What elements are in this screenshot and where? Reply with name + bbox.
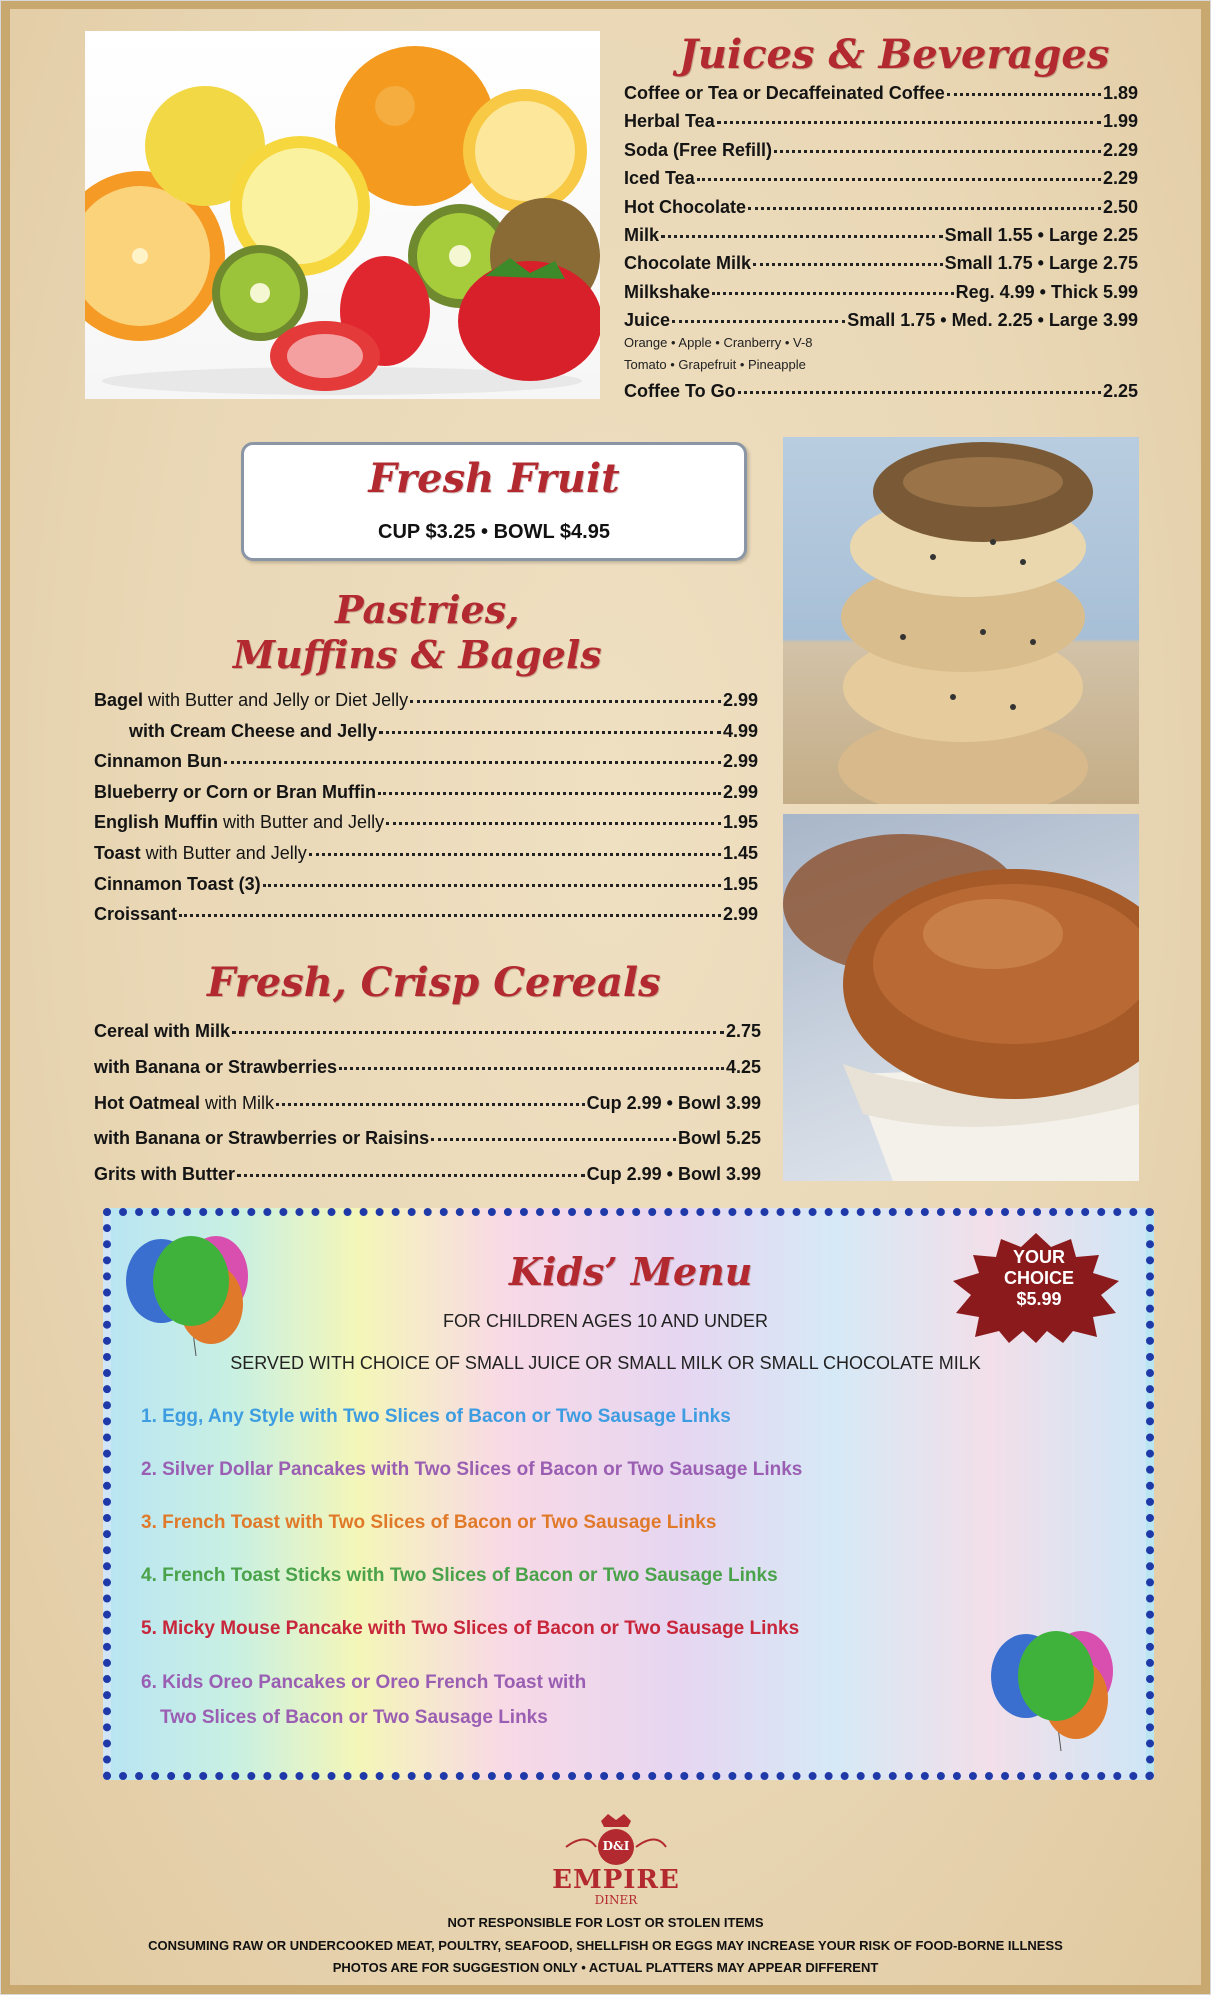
- footer-line-2: CONSUMING RAW OR UNDERCOOKED MEAT, POULTRY, SEAFOOD, SHELLFISH OR EGGS MAY INCREASE YOUR RISK OF FOOD-BORNE ILLNESS: [148, 1938, 1063, 1953]
- item-description: with Butter and Jelly or Diet Jelly: [143, 690, 409, 710]
- cereals-title: Fresh, Crisp Cereals: [207, 959, 661, 1006]
- fresh-fruit-title: Fresh Fruit: [368, 455, 620, 502]
- dot-leader: [774, 149, 1101, 153]
- dot-leader: [276, 1102, 585, 1106]
- balloons-icon: [986, 1621, 1126, 1751]
- item-name: Cinnamon Bun: [94, 751, 222, 772]
- dot-leader: [179, 913, 721, 917]
- item-price: 1.89: [1102, 83, 1138, 103]
- item-price: 2.99: [722, 690, 758, 710]
- dot-leader: [672, 319, 845, 323]
- kids-menu-title: Kids’ Menu: [509, 1249, 753, 1294]
- item-price: 2.50: [1102, 196, 1138, 217]
- juices-title: Juices & Beverages: [679, 31, 1110, 78]
- menu-item-row: [624, 381, 1138, 402]
- item-price: Small 1.75 • Large 2.75: [944, 253, 1138, 274]
- logo-name: EMPIRE: [552, 1865, 680, 1895]
- dot-leader: [431, 1137, 676, 1141]
- item-name: with Banana or Strawberries: [94, 1056, 338, 1077]
- bagel-photo: [783, 437, 1139, 804]
- item-name: Hot Oatmeal: [94, 1092, 201, 1113]
- dot-leader: [753, 262, 943, 266]
- item-description: with Butter and Jelly: [140, 843, 307, 863]
- item-name: Bagel: [94, 690, 144, 710]
- item-price: 1.95: [722, 812, 758, 833]
- menu-item-row: [94, 751, 758, 772]
- item-price: 4.99: [722, 720, 758, 741]
- juice-flavors-line2: Tomato • Grapefruit • Pineapple: [624, 357, 806, 372]
- dot-leader: [339, 1066, 724, 1070]
- menu-item-row: [624, 140, 1138, 161]
- item-name: Milkshake: [624, 281, 711, 302]
- menu-item-row: [94, 1021, 761, 1042]
- item-description: with Butter and Jelly: [217, 812, 385, 833]
- dot-leader: [712, 291, 954, 295]
- dot-leader: [697, 177, 1101, 181]
- kids-item-6: 6. Kids Oreo Pancakes or Oreo French Toast with: [141, 1672, 587, 1693]
- menu-item-row: [129, 721, 758, 742]
- dot-leader: [410, 699, 721, 703]
- logo-monogram: D&I: [602, 1839, 630, 1853]
- item-name: Juice: [624, 310, 671, 331]
- item-name: Milk: [624, 225, 660, 245]
- dot-leader: [386, 821, 721, 825]
- fruit-photo: [85, 31, 600, 399]
- kids-item-2: 2. Silver Dollar Pancakes with Two Slices of Bacon or Two Sausage Links: [141, 1459, 803, 1480]
- item-name: Herbal Tea: [624, 111, 715, 132]
- item-name: Cereal with Milk: [94, 1021, 231, 1041]
- kids-item-6-line2: Two Slices of Bacon or Two Sausage Links: [160, 1707, 548, 1728]
- footer-line-3: PHOTOS ARE FOR SUGGESTION ONLY • ACTUAL PLATTERS MAY APPEAR DIFFERENT: [332, 1960, 879, 1975]
- item-name: Soda (Free Refill): [624, 139, 773, 160]
- item-name: Coffee To Go: [624, 381, 736, 401]
- dot-leader: [263, 883, 721, 887]
- item-name: Coffee or Tea or Decaffeinated Coffee: [624, 83, 945, 103]
- item-price: Reg. 4.99 • Thick 5.99: [955, 281, 1138, 302]
- dot-leader: [661, 234, 943, 238]
- item-name: Croissant: [94, 904, 178, 925]
- item-price: 1.45: [722, 843, 758, 863]
- balloons-icon: [121, 1226, 261, 1356]
- item-name: Blueberry or Corn or Bran Muffin: [94, 781, 377, 802]
- menu-item-row: [94, 1057, 761, 1078]
- kids-item-3: 3. French Toast with Two Slices of Bacon or Two Sausage Links: [141, 1512, 717, 1533]
- menu-item-row: [94, 812, 758, 833]
- item-price: 2.99: [722, 904, 758, 925]
- item-price: 2.25: [1102, 381, 1138, 401]
- item-name: English Muffin: [94, 812, 218, 833]
- kids-served-note: SERVED WITH CHOICE OF SMALL JUICE OR SMALL MILK OR SMALL CHOCOLATE MILK: [230, 1353, 981, 1373]
- dot-leader: [947, 92, 1101, 96]
- item-price: 2.29: [1102, 168, 1138, 189]
- menu-item-row: [94, 904, 758, 925]
- dot-leader: [378, 791, 721, 795]
- pastries-title-line2: Muffins & Bagels: [233, 632, 602, 677]
- item-price: 1.99: [1102, 111, 1138, 132]
- item-name: Toast: [94, 843, 141, 863]
- kids-item-1: 1. Egg, Any Style with Two Slices of Bacon or Two Sausage Links: [141, 1406, 731, 1427]
- menu-item-row: [94, 690, 758, 711]
- menu-item-row: [624, 282, 1138, 303]
- item-name: with Cream Cheese and Jelly: [129, 720, 378, 741]
- dot-leader: [224, 760, 721, 764]
- fresh-fruit-prices: CUP $3.25 • BOWL $4.95: [378, 521, 610, 543]
- dot-leader: [309, 852, 721, 856]
- kids-item-5: 5. Micky Mouse Pancake with Two Slices of Bacon or Two Sausage Links: [141, 1618, 800, 1639]
- juice-flavors-line1: Orange • Apple • Cranberry • V-8: [624, 335, 813, 350]
- menu-item-row: [94, 1164, 761, 1185]
- item-name: Chocolate Milk: [624, 253, 752, 274]
- dot-leader: [232, 1030, 724, 1034]
- dot-leader: [717, 120, 1101, 124]
- item-name: Iced Tea: [624, 168, 695, 189]
- item-price: Cup 2.99 • Bowl 3.99: [586, 1092, 761, 1113]
- menu-item-row: [624, 253, 1138, 274]
- item-price: 4.25: [725, 1056, 761, 1077]
- price-badge-text: YOUR CHOICE $5.99: [1003, 1247, 1074, 1309]
- fresh-fruit-box: [241, 442, 747, 561]
- menu-item-row: [94, 1093, 761, 1114]
- item-name: with Banana or Strawberries or Raisins: [94, 1128, 430, 1149]
- menu-item-row: [624, 225, 1138, 246]
- item-price: 2.99: [722, 781, 758, 802]
- menu-item-row: [94, 1128, 761, 1149]
- kids-item-4: 4. French Toast Sticks with Two Slices of Bacon or Two Sausage Links: [141, 1565, 778, 1586]
- item-name: Cinnamon Toast (3): [94, 873, 261, 894]
- menu-item-row: [624, 310, 1138, 331]
- item-price: Bowl 5.25: [677, 1128, 761, 1149]
- item-price: 2.99: [722, 751, 758, 772]
- menu-item-row: [624, 197, 1138, 218]
- item-name: Hot Chocolate: [624, 196, 747, 217]
- menu-item-row: [94, 843, 758, 864]
- dot-leader: [738, 390, 1101, 394]
- logo-sub: DINER: [594, 1893, 638, 1907]
- item-price: Cup 2.99 • Bowl 3.99: [586, 1164, 761, 1185]
- dot-leader: [748, 206, 1101, 210]
- item-name: Grits with Butter: [94, 1164, 236, 1185]
- menu-item-row: [94, 874, 758, 895]
- muffin-photo: [783, 814, 1139, 1181]
- item-price: Small 1.75 • Med. 2.25 • Large 3.99: [847, 310, 1138, 331]
- item-price: 2.29: [1102, 139, 1138, 160]
- item-price: Small 1.55 • Large 2.25: [944, 225, 1138, 245]
- menu-item-row: [624, 83, 1138, 104]
- item-price: 1.95: [722, 873, 758, 894]
- item-description: with Milk: [200, 1092, 275, 1113]
- kids-age-note: FOR CHILDREN AGES 10 AND UNDER: [442, 1311, 769, 1331]
- footer-line-1: NOT RESPONSIBLE FOR LOST OR STOLEN ITEMS: [447, 1915, 764, 1930]
- dot-leader: [237, 1173, 585, 1177]
- item-price: 2.75: [725, 1021, 761, 1041]
- menu-item-row: [624, 111, 1138, 132]
- menu-item-row: [624, 168, 1138, 189]
- menu-item-row: [94, 782, 758, 803]
- pastries-title-line1: Pastries,: [335, 587, 520, 632]
- dot-leader: [379, 730, 721, 734]
